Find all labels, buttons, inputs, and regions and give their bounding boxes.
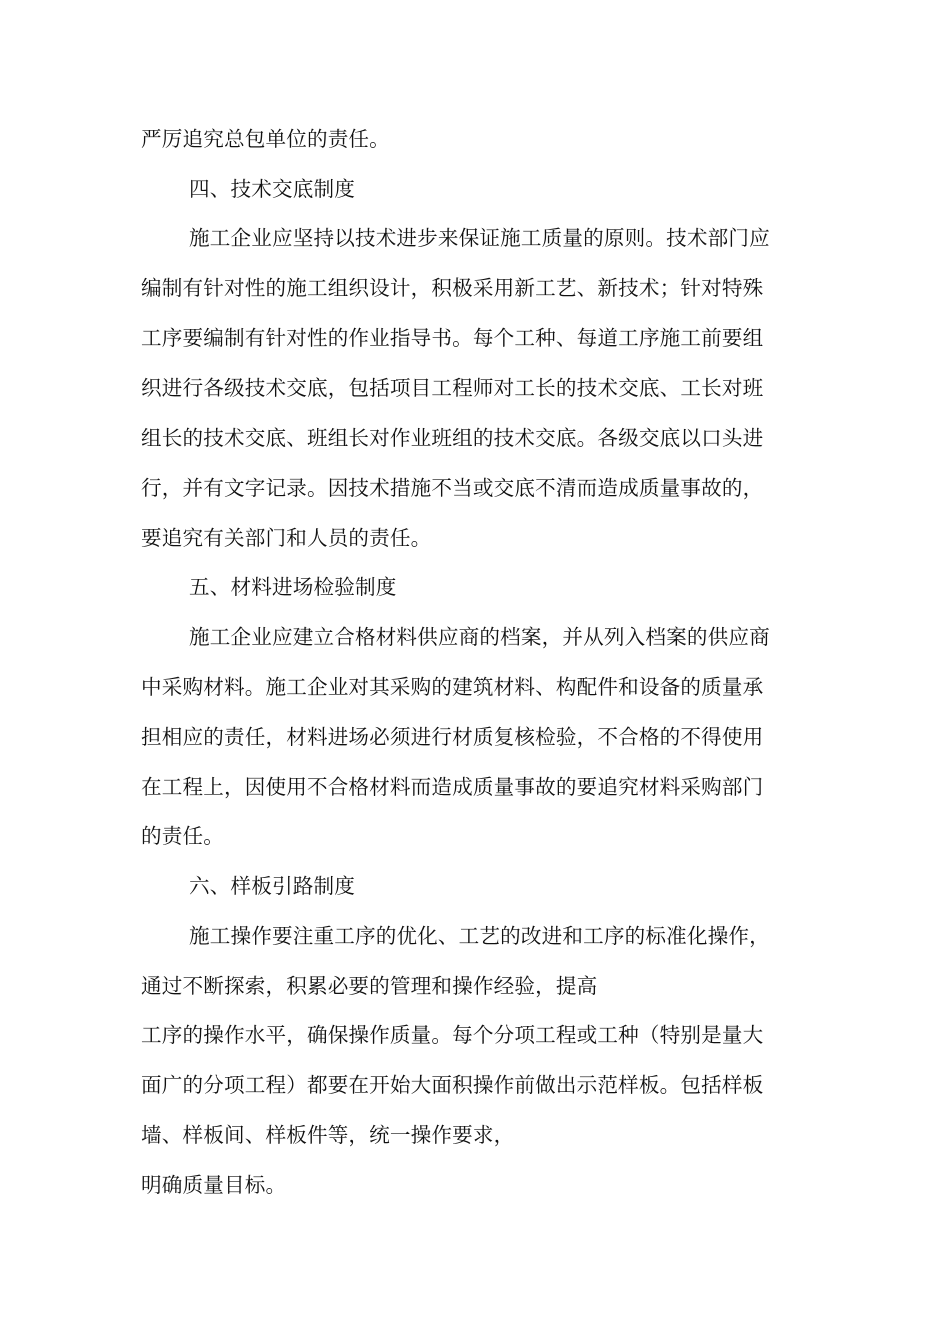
paragraph-line: 组长的技术交底、班组长对作业班组的技术交底。各级交底以口头进 bbox=[141, 426, 764, 450]
paragraph-line: 施工企业应坚持以技术进步来保证施工质量的原则。技术部门应 bbox=[189, 226, 770, 250]
paragraph-line: 工序的操作水平，确保操作质量。每个分项工程或工种（特别是量大 bbox=[141, 1023, 764, 1047]
section-heading-sample-guidance: 六、样板引路制度 bbox=[189, 874, 355, 898]
section-heading-material-inspection: 五、材料进场检验制度 bbox=[189, 575, 397, 599]
paragraph-line: 通过不断探索，积累必要的管理和操作经验，提高 bbox=[141, 974, 598, 998]
paragraph-line: 行，并有文字记录。因技术措施不当或交底不清而造成质量事故的， bbox=[141, 476, 764, 500]
paragraph-line: 在工程上，因使用不合格材料而造成质量事故的要追究材料采购部门 bbox=[141, 775, 764, 799]
paragraph-line: 施工操作要注重工序的优化、工艺的改进和工序的标准化操作， bbox=[189, 924, 770, 948]
paragraph-line: 面广的分项工程）都要在开始大面积操作前做出示范样板。包括样板 bbox=[141, 1073, 764, 1097]
paragraph-line: 担相应的责任，材料进场必须进行材质复核检验，不合格的不得使用 bbox=[141, 725, 764, 749]
paragraph-line: 中采购材料。施工企业对其采购的建筑材料、构配件和设备的质量承 bbox=[141, 675, 764, 699]
paragraph-line: 工序要编制有针对性的作业指导书。每个工种、每道工序施工前要组 bbox=[141, 326, 764, 350]
paragraph-line: 严厉追究总包单位的责任。 bbox=[141, 127, 390, 151]
paragraph-line: 明确质量目标。 bbox=[141, 1173, 287, 1197]
paragraph-line: 织进行各级技术交底，包括项目工程师对工长的技术交底、工长对班 bbox=[141, 376, 764, 400]
paragraph-line: 墙、样板间、样板件等，统一操作要求， bbox=[141, 1123, 515, 1147]
section-heading-technical-briefing: 四、技术交底制度 bbox=[189, 177, 355, 201]
paragraph-line: 要追究有关部门和人员的责任。 bbox=[141, 526, 432, 550]
paragraph-line: 编制有针对性的施工组织设计，积极采用新工艺、新技术；针对特殊 bbox=[141, 276, 764, 300]
paragraph-line: 施工企业应建立合格材料供应商的档案，并从列入档案的供应商 bbox=[189, 625, 770, 649]
paragraph-line: 的责任。 bbox=[141, 824, 224, 848]
